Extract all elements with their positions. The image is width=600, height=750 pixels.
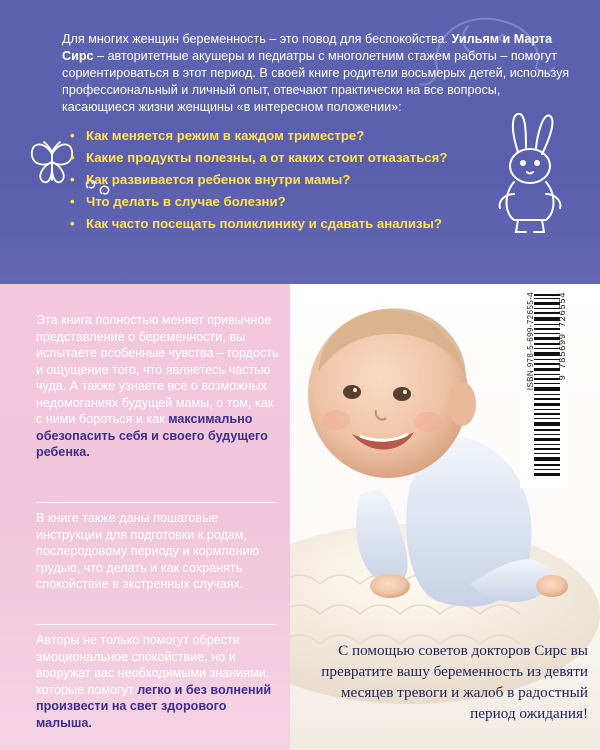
description-paragraph-1	[36, 312, 281, 461]
question-item: • Какие продукты полезны, а от каких стоит отказаться?	[70, 150, 510, 166]
description-paragraph-2: В книге также даны пошаговые инструкции для подготовки к родам, послеродовому периоду и кормлению грудью, что делать и как сохранять спокойствие в экстренных случаях.	[36, 511, 260, 591]
intro-text	[62, 31, 572, 116]
divider	[36, 502, 276, 503]
top-blue-band	[0, 0, 600, 284]
question-item: • Как развивается ребенок внутри мамы?	[70, 172, 510, 188]
p1-text: Эта книга полностью меняет привычное представление о беременности, вы испытаете особенные чувства – гордость и ощущение того, что являетесь частью чуда. А также узнаете все о возможных недомоганиях будущей мамы, о том, как с ними бороться и как	[36, 313, 279, 426]
p3-highlight: легко и без волнений произвести на свет здорового малыша.	[36, 682, 272, 730]
intro-lead: Для многих женщин беременность – это повод для беспокойства.	[62, 32, 449, 46]
question-item: • Что делать в случае болезни?	[70, 194, 510, 210]
p3-text: Авторы не только помогут обрести эмоциональное спокойствие, но и вооружат вас необходимыми знаниями, которые помогут	[36, 633, 270, 697]
p1-highlight: максимально обезопасить себя и своего будущего ребенка.	[36, 412, 268, 459]
intro-rest: – авторитетные акушеры и педиатры с многолетним стажем работы – помогут сориентироваться в этот период. В своей книге родители восьмерых детей, используя профессиональный и личный опыт, отвечают практически на все вопросы, касающиеся жизни женщины «в интересном положении»:	[62, 49, 570, 114]
intro-authors: Уильям и Марта Сирс	[62, 32, 553, 63]
description-paragraph-3	[36, 632, 281, 731]
promo-text: С помощью советов докторов Сирс вы превратите вашу беременность из девяти месяцев тревоги и жалоб в радостный период ожидания!	[321, 642, 588, 722]
isbn-digits: 9 785699 726554	[558, 292, 568, 381]
question-item: • Как часто посещать поликлинику и сдавать анализы?	[70, 216, 510, 232]
question-item: • Как меняется режим в каждом триместре?	[70, 128, 510, 144]
divider	[36, 624, 276, 625]
isbn-label: ISBN 978-5-699-72655-4	[526, 292, 535, 391]
question-list	[70, 128, 510, 238]
